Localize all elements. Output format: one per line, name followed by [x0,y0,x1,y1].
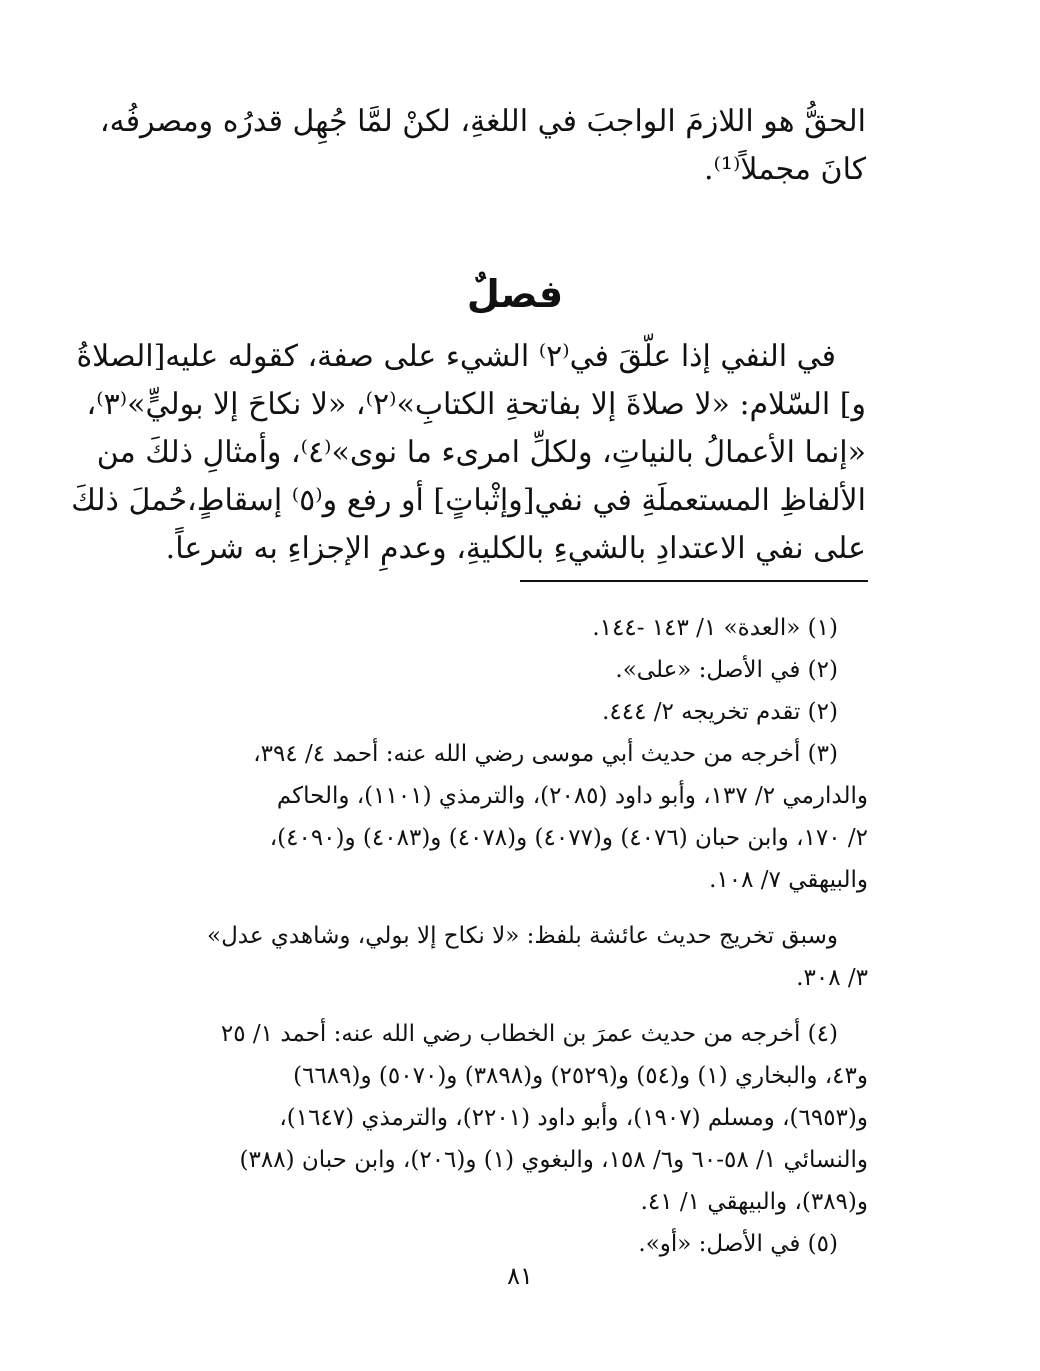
footnote-line: (١) «العدة» ١/ ١٤٣ -١٤٤. [592,615,838,641]
footnote-line: ٢/ ١٧٠، وابن حبان (٤٠٧٦) و(٤٠٧٧) و(٤٠٧٨) و(٤٠٨٣) و(٤٠٩٠)، [269,825,868,851]
footnote-gap [166,999,868,1013]
footnote-line: (٣) أخرجه من حديث أبي موسى رضي الله عنه: أحمد ٤/ ٣٩٤، [253,741,838,767]
footnote-line: والبيهقي ٧/ ١٠٨. [709,867,868,893]
footnote [166,1223,868,1265]
text-line: و] السّلام: «لا صلاةَ إلا بفاتحةِ الكتابِ»⁽٢⁾، «لا نكاحَ إلا بوليٍّ»⁽٣⁾، [86,387,866,422]
footnote [166,915,868,999]
footnote-line: (٤) أخرجه من حديث عمرَ بن الخطاب رضي الله عنه: أحمد ١/ ٢٥ [220,1021,838,1047]
footnote [166,1013,868,1223]
footnote [166,607,868,649]
section-heading: فصلٌ [466,272,564,316]
footnote-line: (٥) في الأصل: «أو». [638,1231,838,1257]
text-line: على نفي الاعتدادِ بالشيءِ بالكليةِ، وعدمِ الإجزاءِ به شرعاً. [165,531,866,566]
text-line: الحقُّ هو اللازمَ الواجبَ في اللغةِ، لكنْ لمَّا جُهِل قدرُه ومصرفُه، [99,104,866,139]
footnote [166,649,868,691]
section-paragraph [71,333,866,573]
footnote-line: و٤٣، والبخاري (١) و(٥٤) و(٢٥٢٩) و(٣٨٩٨) و(٥٠٧٠) و(٦٦٨٩) [293,1063,868,1089]
text-line: الألفاظِ المستعملَةِ في نفي[وإثْباتٍ] أو رفع و⁽٥⁾ إسقاطٍ،حُملَ ذلكَ [71,483,866,518]
footnote-line: والنسائي ١/ ٥٨-٦٠ و٦/ ١٥٨، والبغوي (١) و(٢٠٦)، وابن حبان (٣٨٨) [239,1147,868,1173]
footnote-line: (٢) في الأصل: «على». [615,657,838,683]
footnote [166,733,868,901]
footnotes [166,607,868,1265]
footnote-line: و(٣٨٩)، والبيهقي ١/ ٤١. [640,1189,868,1215]
footnote-separator [520,580,868,582]
page-number: ٨١ [507,1262,533,1290]
footnote-line: وسبق تخريج حديث عائشة بلفظ: «لا نكاح إلا بولي، وشاهدي عدل» [207,923,838,949]
intro-paragraph [99,98,866,194]
text-line: «إنما الأعمالُ بالنياتِ، ولكلِّ امرىء ما نوى»⁽٤⁾، وأمثالِ ذلكَ من [96,435,866,470]
footnote-gap [166,901,868,915]
footnote-line: و(٦٩٥٣)، ومسلم (١٩٠٧)، وأبو داود (٢٢٠١)، والترمذي (١٦٤٧)، [279,1105,868,1131]
footnote-line: والدارمي ٢/ ١٣٧، وأبو داود (٢٠٨٥)، والترمذي (١١٠١)، والحاكم [276,783,868,809]
footnote-line: ٣/ ٣٠٨. [796,965,868,991]
footnote-line: (٢) تقدم تخريجه ٢/ ٤٤٤. [602,699,838,725]
text-line: كانَ مجملاً⁽¹⁾. [704,152,866,187]
footnote [166,691,868,733]
text-line: في النفي إذا علّقَ في⁽٢⁾ الشيء على صفة، كقوله عليه[الصلاةُ [76,339,836,374]
